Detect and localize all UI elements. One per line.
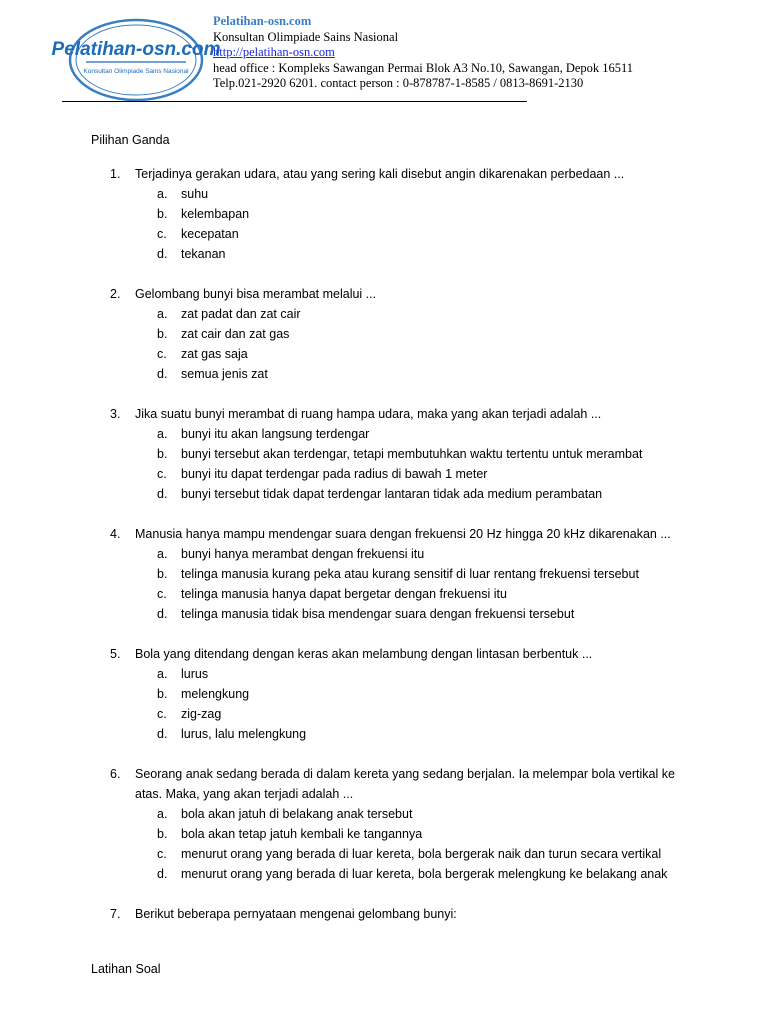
question-4	[110, 524, 685, 624]
option-d	[110, 864, 685, 884]
option-letter: d.	[157, 487, 168, 501]
option-letter: c.	[157, 347, 167, 361]
option-letter: b.	[157, 827, 168, 841]
option-letter: c.	[157, 847, 167, 861]
option-letter: d.	[157, 247, 168, 261]
option-letter: b.	[157, 207, 168, 221]
logo	[51, 18, 221, 102]
option-b	[110, 824, 685, 844]
option-list	[110, 544, 685, 624]
option-c	[110, 224, 685, 244]
question-text: Jika suatu bunyi merambat di ruang hampa udara, maka yang akan terjadi adalah ...	[135, 407, 602, 421]
footer-label: Latihan Soal	[91, 962, 161, 976]
option-c	[110, 844, 685, 864]
option-text: zat padat dan zat cair	[181, 307, 301, 321]
option-a	[110, 804, 685, 824]
option-letter: b.	[157, 687, 168, 701]
option-c	[110, 464, 685, 484]
question-text: Terjadinya gerakan udara, atau yang sering kali disebut angin dikarenakan perbedaan ...	[135, 167, 625, 181]
option-list	[110, 184, 685, 264]
letterhead-text	[213, 14, 633, 92]
option-list	[110, 804, 685, 884]
site-name: Pelatihan-osn.com	[213, 14, 312, 28]
question-text: Manusia hanya mampu mendengar suara dengan frekuensi 20 Hz hingga 20 kHz dikarenakan ...	[135, 527, 671, 541]
option-text: suhu	[181, 187, 209, 201]
option-text: lurus	[181, 667, 209, 681]
option-text: bola akan tetap jatuh kembali ke tangannya	[181, 827, 423, 841]
option-text: kecepatan	[181, 227, 239, 241]
option-d	[110, 724, 685, 744]
question-text: Seorang anak sedang berada di dalam kereta yang sedang berjalan. Ia melempar bola vertikal ke atas. Maka, yang akan terjadi adalah ...	[135, 767, 675, 801]
question-number: 7.	[110, 907, 121, 921]
question-text: Bola yang ditendang dengan keras akan melambung dengan lintasan berbentuk ...	[135, 647, 593, 661]
option-letter: b.	[157, 447, 168, 461]
option-d	[110, 604, 685, 624]
option-letter: c.	[157, 587, 167, 601]
option-letter: c.	[157, 467, 167, 481]
option-a	[110, 664, 685, 684]
question-2	[110, 284, 685, 384]
option-letter: d.	[157, 607, 168, 621]
option-b	[110, 204, 685, 224]
org-name: Konsultan Olimpiade Sains Nasional	[213, 29, 399, 44]
question-7	[110, 904, 685, 924]
option-text: semua jenis zat	[181, 367, 268, 381]
contact-phone: Telp.021-2920 6201. contact person : 0-878787-1-8585 / 0813-8691-2130	[213, 76, 584, 90]
option-text: zat cair dan zat gas	[181, 327, 290, 341]
question-number: 1.	[110, 167, 121, 181]
option-a	[110, 424, 685, 444]
letterhead	[0, 0, 768, 110]
option-text: telinga manusia kurang peka atau kurang sensitif di luar rentang frekuensi tersebut	[181, 567, 639, 581]
option-text: telinga manusia tidak bisa mendengar suara dengan frekuensi tersebut	[181, 607, 575, 621]
option-letter: d.	[157, 727, 168, 741]
option-letter: a.	[157, 187, 168, 201]
option-letter: a.	[157, 427, 168, 441]
option-a	[110, 304, 685, 324]
option-letter: d.	[157, 867, 168, 881]
option-c	[110, 704, 685, 724]
option-letter: a.	[157, 807, 168, 821]
option-text: bunyi itu dapat terdengar pada radius di bawah 1 meter	[181, 467, 488, 481]
option-text: telinga manusia hanya dapat bergetar dengan frekuensi itu	[181, 587, 507, 601]
question-6	[110, 764, 685, 884]
option-text: zat gas saja	[181, 347, 248, 361]
question-number: 3.	[110, 407, 121, 421]
option-text: bola akan jatuh di belakang anak tersebut	[181, 807, 413, 821]
question-number: 2.	[110, 287, 121, 301]
option-a	[110, 544, 685, 564]
question-number: 6.	[110, 767, 121, 781]
option-list	[110, 304, 685, 384]
option-text: zig-zag	[181, 707, 222, 721]
question-5	[110, 644, 685, 744]
logo-subtext: Konsultan Olimpiade Sains Nasional	[83, 68, 189, 75]
option-a	[110, 184, 685, 204]
option-letter: b.	[157, 327, 168, 341]
section-title: Pilihan Ganda	[91, 133, 170, 147]
option-letter: a.	[157, 667, 168, 681]
option-b	[110, 564, 685, 584]
option-text: lurus, lalu melengkung	[181, 727, 307, 741]
question-number: 5.	[110, 647, 121, 661]
option-c	[110, 344, 685, 364]
option-d	[110, 484, 685, 504]
header-divider	[62, 101, 527, 102]
option-text: bunyi tersebut akan terdengar, tetapi membutuhkan waktu tertentu untuk merambat	[181, 447, 643, 461]
option-list	[110, 424, 685, 504]
option-letter: c.	[157, 707, 167, 721]
question-number: 4.	[110, 527, 121, 541]
option-c	[110, 584, 685, 604]
option-letter: a.	[157, 547, 168, 561]
logo-text: Pelatihan-osn.com	[51, 39, 221, 60]
option-d	[110, 364, 685, 384]
option-letter: b.	[157, 567, 168, 581]
question-text: Gelombang bunyi bisa merambat melalui ...	[135, 287, 377, 301]
option-b	[110, 444, 685, 464]
option-text: tekanan	[181, 247, 226, 261]
option-letter: a.	[157, 307, 168, 321]
question-3	[110, 404, 685, 504]
option-letter: d.	[157, 367, 168, 381]
option-text: menurut orang yang berada di luar kereta, bola bergerak naik dan turun secara vertikal	[181, 847, 662, 861]
option-d	[110, 244, 685, 264]
option-text: bunyi tersebut tidak dapat terdengar lantaran tidak ada medium perambatan	[181, 487, 603, 501]
website-link[interactable]: http://pelatihan-osn.com	[213, 45, 335, 59]
option-b	[110, 684, 685, 704]
question-text: Berikut beberapa pernyataan mengenai gelombang bunyi:	[135, 907, 457, 921]
option-text: bunyi hanya merambat dengan frekuensi itu	[181, 547, 425, 561]
option-list	[110, 664, 685, 744]
option-text: bunyi itu akan langsung terdengar	[181, 427, 370, 441]
office-address: head office : Kompleks Sawangan Permai Blok A3 No.10, Sawangan, Depok 16511	[213, 60, 634, 75]
option-text: kelembapan	[181, 207, 250, 221]
option-text: melengkung	[181, 687, 250, 701]
question-1	[110, 164, 685, 264]
option-letter: c.	[157, 227, 167, 241]
option-text: menurut orang yang berada di luar kereta, bola bergerak melengkung ke belakang anak	[181, 867, 668, 881]
option-b	[110, 324, 685, 344]
